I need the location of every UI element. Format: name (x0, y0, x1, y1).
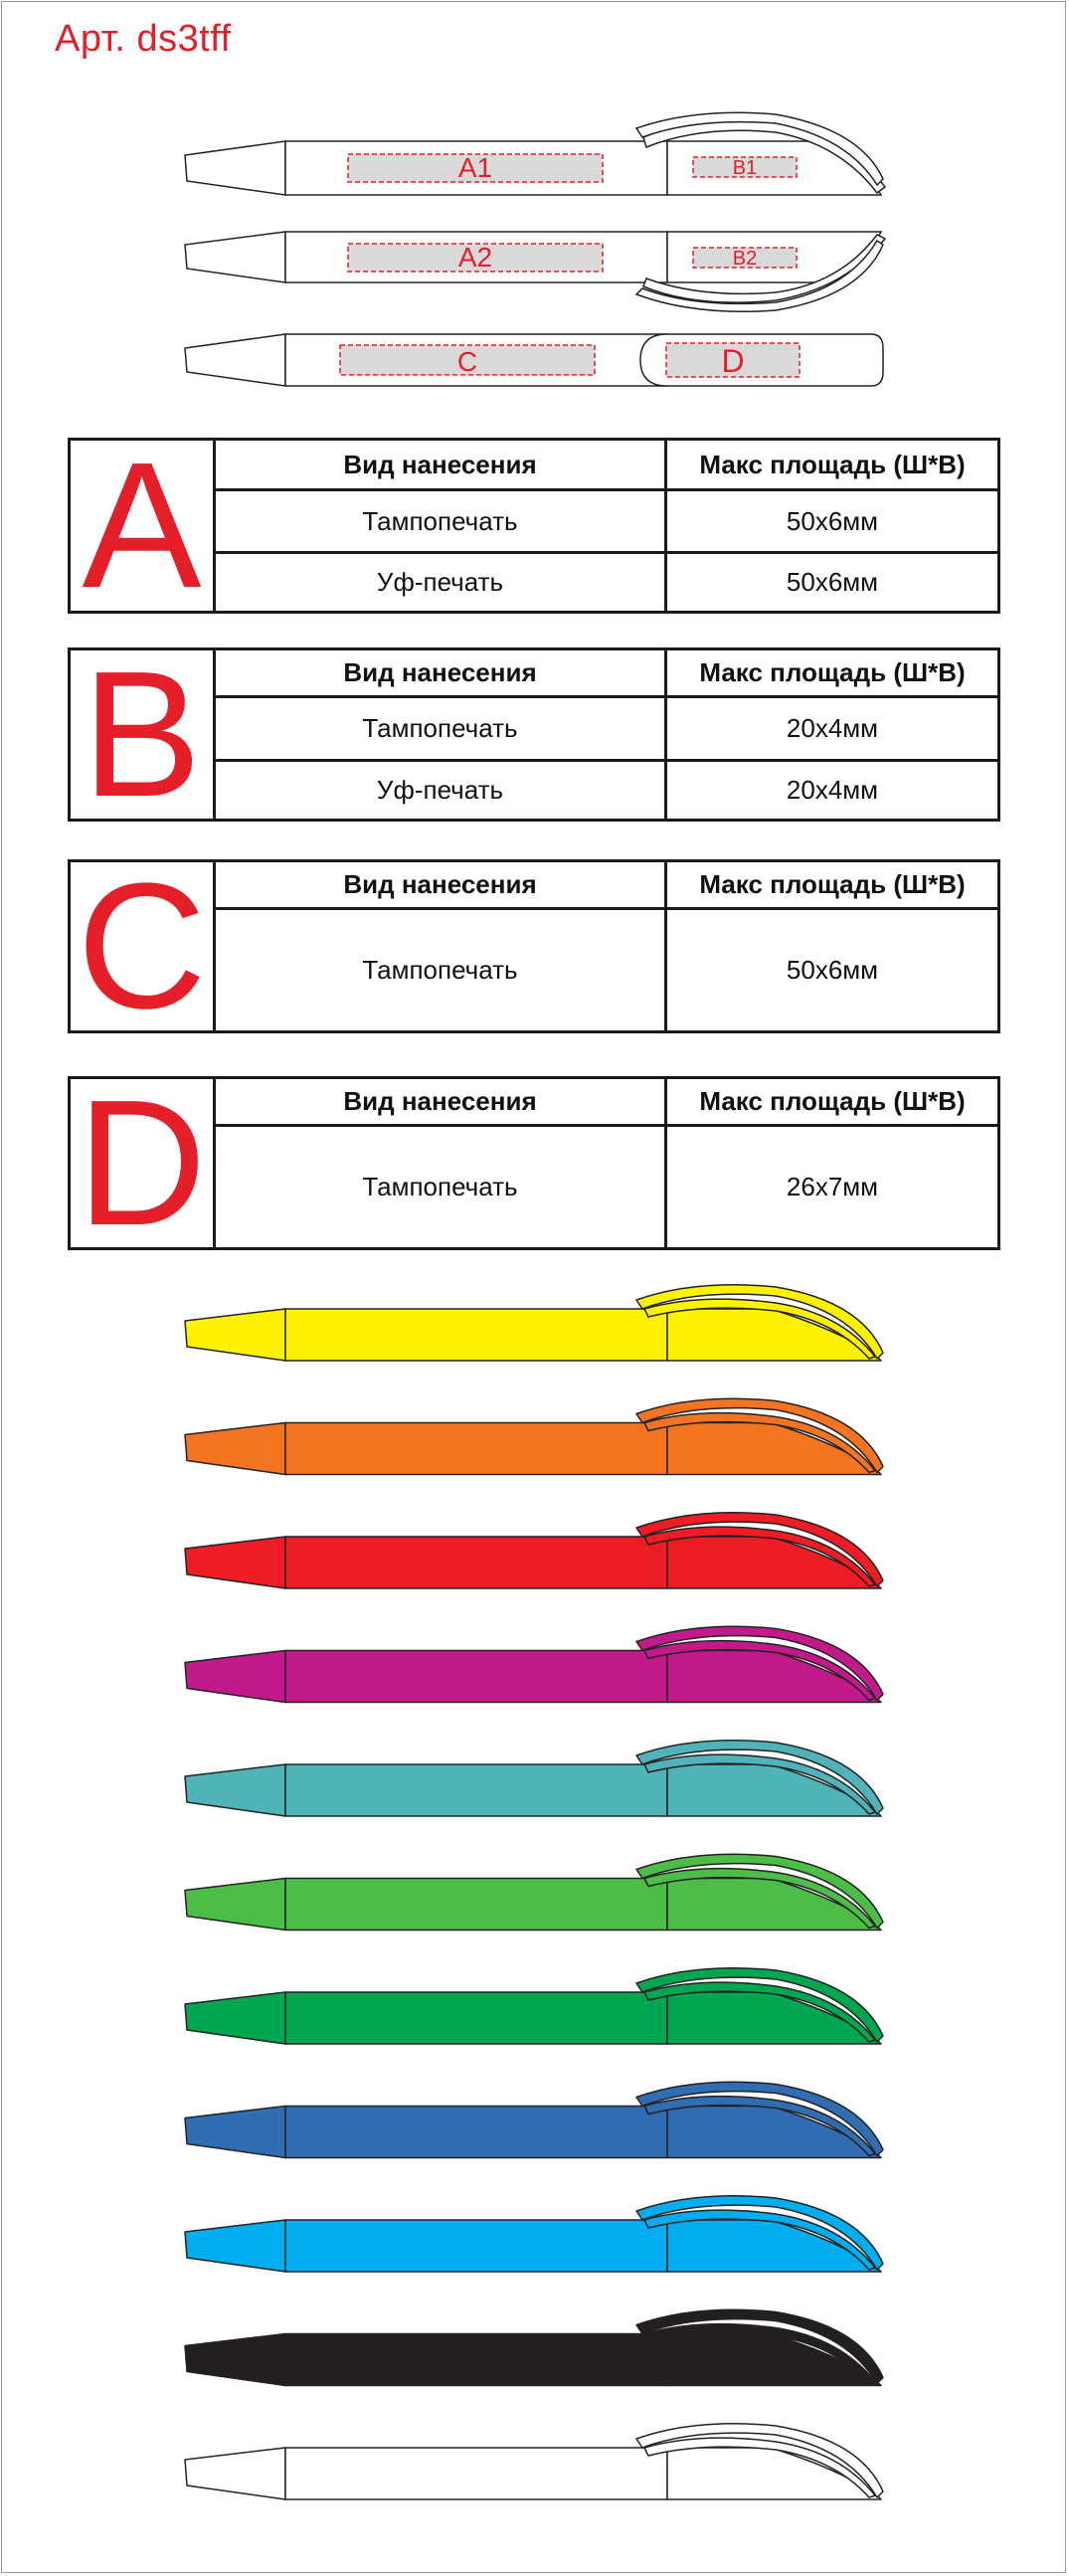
method-cell: Уф-печать (216, 762, 667, 819)
pen-blue (185, 2082, 883, 2157)
header-area: Макс площадь (Ш*В) (699, 449, 966, 479)
method-cell: Тампопечать (216, 698, 667, 759)
header-method: Вид нанесения (216, 862, 667, 907)
table-d-letter: D (71, 1079, 216, 1247)
zone-a2-label: A2 (457, 242, 493, 273)
method-cell: Уф-печать (216, 554, 667, 611)
pen-black (185, 2309, 883, 2385)
zone-d-label: D (721, 343, 745, 379)
pen-orange (185, 1398, 883, 1474)
pen-cyan (185, 2196, 883, 2272)
pen-green (185, 1968, 883, 2044)
pen-light-green (185, 1854, 883, 1930)
area-cell: 26х7мм (786, 1172, 879, 1201)
method-cell: Тампопечать (216, 491, 667, 551)
header-area: Макс площадь (Ш*В) (699, 1086, 966, 1116)
pen-turquoise (185, 1741, 883, 1816)
table-b-letter: B (71, 650, 216, 819)
table-a-letter: A (71, 441, 216, 611)
method-cell: Тампопечать (216, 910, 667, 1030)
zone-b1-label: B1 (732, 157, 758, 179)
header-area: Макс площадь (Ш*В) (699, 869, 966, 899)
area-cell: 20х4мм (786, 713, 879, 743)
zone-b2-label: B2 (732, 248, 758, 270)
header-area: Макс площадь (Ш*В) (699, 657, 966, 687)
zone-a1-label: A1 (457, 152, 493, 183)
zone-c-label: C (456, 346, 478, 377)
header-method: Вид нанесения (216, 650, 667, 695)
area-cell: 50х6мм (786, 505, 879, 536)
method-cell: Тампопечать (216, 1127, 667, 1247)
pen-white (185, 2424, 883, 2499)
pen-red (185, 1513, 883, 1588)
pen-magenta (185, 1626, 883, 1702)
article-title: Арт. ds3tff (55, 18, 232, 60)
area-cell: 20х4мм (786, 775, 879, 805)
table-c-letter: C (71, 862, 216, 1030)
pen-yellow (185, 1285, 883, 1361)
area-cell: 50х6мм (786, 567, 879, 597)
header-method: Вид нанесения (216, 441, 667, 488)
header-method: Вид нанесения (216, 1079, 667, 1124)
area-cell: 50х6мм (786, 955, 879, 985)
